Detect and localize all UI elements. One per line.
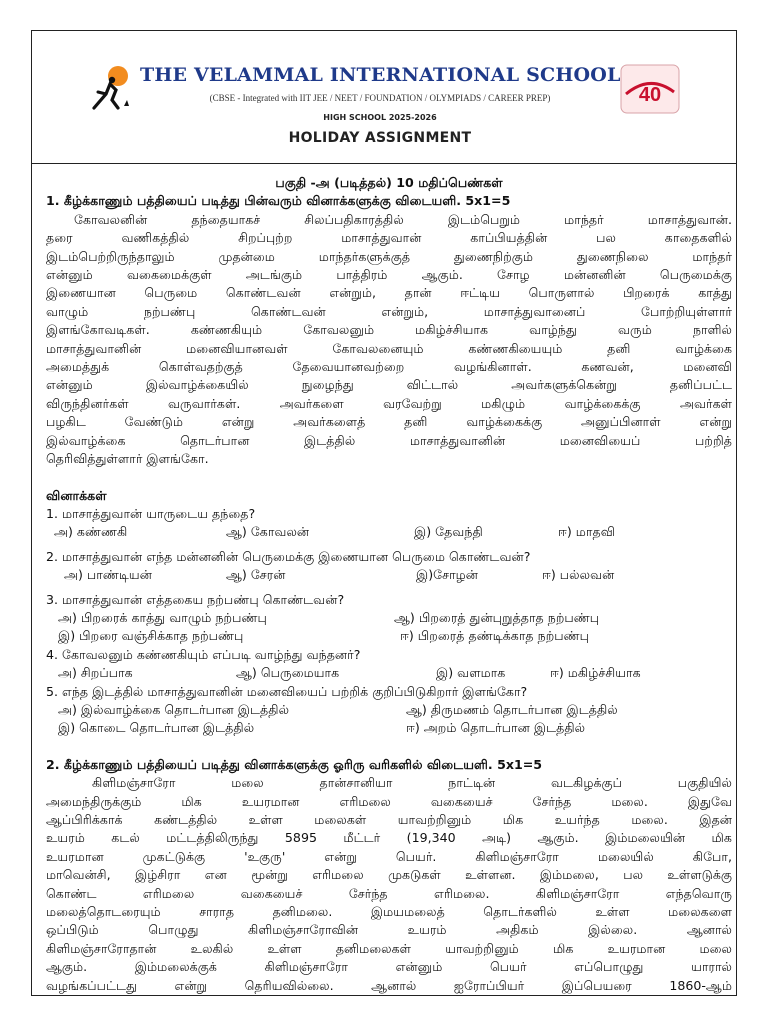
- passage-line: கிளிமஞ்சாரோதான் உலகில் உள்ள தனிமலைகள் யாவற்றினும் மிக உயரமான மலை: [46, 940, 732, 956]
- passage-line: ஆப்பிரிக்காக் கண்டத்தில் உள்ள மலைகள் யாவற்றினும் மிக உயர்ந்த மலை. இதன்: [46, 812, 732, 827]
- options-1: [46, 523, 732, 541]
- option: ஆ) பிறரைத் துன்புறுத்தாத நற்பண்பு: [394, 609, 600, 625]
- options-3a: [46, 609, 732, 627]
- academic-year: HIGH SCHOOL 2025-2026: [323, 113, 437, 122]
- options-5a: [46, 701, 732, 719]
- option: ஆ) சேரன்: [226, 567, 286, 583]
- passage-line: மலைத்தொடரையும் சாராத தனிமலை. இமயமலைத் தொடர்களில் உள்ள மலைகளை: [46, 904, 732, 920]
- option: இ)சோழன்: [416, 567, 479, 583]
- passage-line: இல்வாழ்க்கை தொடர்பான இடத்தில் மாசாத்துவானின் மனைவியைப் பற்றித்: [46, 432, 732, 448]
- anniversary-emblem-icon: [620, 64, 680, 114]
- option: ஈ) அறம் தொடர்பான இடத்தில்: [406, 720, 586, 736]
- passage-line: இளங்கோவடிகள். கண்ணகியும் கோவலனும் மகிழ்ச்சியாக வாழ்ந்து வரும் நாளில்: [46, 322, 732, 338]
- passage-line: விருந்தினர்கள் வருவார்கள். அவர்களை வரவேற்று மகிழும் வாழ்க்கைக்கு அவர்கள்: [46, 395, 732, 411]
- options-2: [46, 566, 732, 584]
- passage-line: மாசாத்துவானின் மனைவியானவள் கோவலனையும் கண்ணகியையும் தனி வாழ்க்கை: [46, 340, 732, 356]
- passage-line: கொண்ட எரிமலை வகையைச் சேர்ந்த எரிமலை. கிளிமஞ்சாரோ எந்தவொரு: [46, 885, 732, 901]
- passage-line: கிளிமஞ்சாரோ மலை தான்சானியா நாட்டின் வடகிழக்குப் பகுதியில்: [92, 775, 732, 791]
- option: ஈ) பல்லவன்: [542, 567, 615, 583]
- passage-line: இடம்பெற்றிருந்தாலும் முதன்மை மாந்தர்களுக்குத் துணைநிற்கும் துணைநிலை மாந்தர்: [46, 248, 732, 264]
- passage-line: வாழும் நற்பண்பு கொண்டவன் என்றும், மாசாத்துவானைப் போற்றியுள்ளார்: [46, 303, 732, 319]
- emblem-text: 40: [638, 84, 662, 106]
- options-3b: [46, 627, 732, 645]
- passage-line: என்னும் வகைமைக்குள் அடங்கும் பாத்திரம் ஆகும். சோழ மன்னனின் பெருமைக்கு: [46, 267, 732, 283]
- section-title: பகுதி -அ (படித்தல்) 10 மதிப்பெண்கள்: [275, 175, 503, 190]
- options-5b: [46, 719, 732, 737]
- passage-line: உயரம் கடல் மட்டத்திலிருந்து 5895 மீட்டர் (19,340 அடி) ஆகும். இம்மலையின் மிக: [46, 830, 732, 846]
- option: ஈ) மாதவி: [558, 524, 616, 540]
- option: அ) கண்ணகி: [54, 524, 128, 540]
- school-logo-icon: [88, 64, 136, 114]
- option: அ) சிறப்பாக: [58, 665, 133, 681]
- affiliation-text: (CBSE - Integrated with IIT JEE / NEET / FOUNDATION / OLYMPIADS / CAREER PREP): [209, 93, 551, 103]
- question-3: 3. மாசாத்துவான் எத்தகைய நற்பண்பு கொண்டவன்?: [46, 591, 345, 607]
- option: ஈ) பிறரைத் தண்டிக்காத நற்பண்பு: [400, 628, 590, 644]
- assignment-title: HOLIDAY ASSIGNMENT: [288, 130, 472, 146]
- option: இ) பிறரை வஞ்சிக்காத நற்பண்பு: [58, 628, 244, 644]
- option: ஆ) பெருமையாக: [236, 665, 340, 681]
- option: அ) இல்வாழ்க்கை தொடர்பான இடத்தில்: [58, 701, 290, 717]
- question2-heading: 2. கீழ்க்காணும் பத்தியைப் படித்து வினாக்களுக்கு ஓரிரு வரிகளில் விடையளி. 5x1=5: [46, 756, 543, 772]
- question-2: 2. மாசாத்துவான் எந்த மன்னனின் பெருமைக்கு இணையான பெருமை கொண்டவன்?: [46, 548, 531, 564]
- question1-heading: 1. கீழ்க்காணும் பத்தியைப் படித்து பின்வரும் வினாக்களுக்கு விடையளி. 5x1=5: [46, 193, 511, 209]
- question-4: 4. கோவலனும் கண்ணகியும் எப்படி வாழ்ந்து வந்தனர்?: [46, 646, 361, 662]
- passage-line: ஆகும். இம்மலைக்குக் கிளிமஞ்சாரோ என்னும் பெயர் எப்பொழுது யாரால்: [46, 959, 732, 975]
- question-1: 1. மாசாத்துவான் யாருடைய தந்தை?: [46, 505, 256, 521]
- options-4: [46, 664, 732, 682]
- option: அ) பிறரைக் காத்து வாழும் நற்பண்பு: [58, 609, 267, 625]
- option: இ) வளமாக: [436, 665, 506, 681]
- option: ஈ) மகிழ்ச்சியாக: [550, 665, 641, 681]
- option: அ) பாண்டியன்: [64, 567, 152, 583]
- option: ஆ) கோவலன்: [226, 524, 310, 540]
- passage-line: வழங்கப்பட்டது என்று தெரியவில்லை. ஆனால் ஐரோப்பியர் இப்பெயரை 1860-ஆம்: [46, 977, 732, 993]
- passage-line: தெரிவித்துள்ளார் இளங்கோ.: [46, 451, 209, 467]
- passage-line: கோவலனின் தந்தையாகச் சிலப்பதிகாரத்தில் இடம்பெறும் மாந்தர் மாசாத்துவான்.: [74, 211, 732, 227]
- option: ஆ) திருமணம் தொடர்பான இடத்தில்: [406, 701, 618, 717]
- questions-heading: வினாக்கள்: [46, 487, 107, 503]
- option: இ) கொடை தொடர்பான இடத்தில்: [58, 720, 255, 736]
- assignment-content: [46, 174, 732, 995]
- passage-line: தரை வணிகத்தில் சிறப்புற்ற மாசாத்துவான் காப்பியத்தின் பல காதைகளில்: [46, 230, 732, 246]
- passage-line: அமைந்திருக்கும் மிக உயரமான எரிமலை வகையைச் சேர்ந்த மலை. இதுவே: [46, 793, 732, 809]
- option: இ) தேவந்தி: [414, 524, 483, 540]
- question-5: 5. எந்த இடத்தில் மாசாத்துவானின் மனைவியைப் பற்றிக் குறிப்பிடுகிறார் இளங்கோ?: [46, 683, 528, 699]
- passage-line: உயரமான முகட்டுக்கு 'உகுரு' என்று பெயர். கிளிமஞ்சாரோ மலையில் கிபோ,: [46, 848, 732, 864]
- passage-line: ஒப்பிடும் பொழுது கிளிமஞ்சாரோவின் உயரம் அதிகம் இல்லை. ஆனால்: [46, 922, 732, 938]
- passage-line: பழகிட வேண்டும் என்று அவர்களைத் தனி வாழ்க்கைக்கு அனுப்பினாள் என்று: [46, 414, 732, 430]
- passage-line: இணையான பெருமை கொண்டவன் என்றும், தான் ஈட்டிய பொருளால் பிறரைக் காத்து: [46, 285, 732, 301]
- passage-1: [46, 211, 732, 469]
- passage-2: [46, 774, 732, 995]
- passage-line: மாவென்சி, இழ்சிரா என மூன்று எரிமலை முகடுகள் உள்ளன. இம்மலை, பல உள்ளடுக்கு: [46, 867, 732, 883]
- school-name: THE VELAMMAL INTERNATIONAL SCHOOL: [140, 64, 621, 86]
- passage-line: என்னும் இல்வாழ்க்கையில் நுழைந்து விட்டால் அவர்களுக்கென்று தனிப்பட்ட: [46, 377, 732, 393]
- passage-line: அமைத்துக் கொள்வதற்குத் தேவையானவற்றை வழங்கினாள். கணவன், மனைவி: [46, 359, 732, 375]
